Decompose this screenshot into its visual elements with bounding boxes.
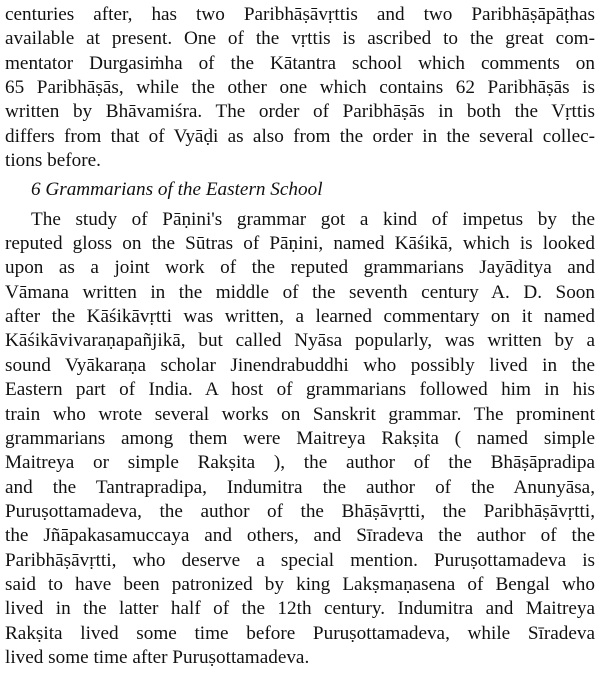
text-line: said to have been patronized by king Lakṣmaṇasena of Bengal who	[5, 573, 595, 595]
text-line: upon as a joint work of the reputed grammarians Jayāditya and	[5, 257, 595, 279]
text-line: sound Vyākaraṇa scholar Jinendrabuddhi who possibly lived in the	[5, 354, 595, 376]
section-heading: 6 Grammarians of the Eastern School	[31, 179, 323, 201]
text-line: Puruṣottamadeva, the author of the Bhāṣāvṛtti, the Paribhāṣāvṛtti,	[5, 500, 595, 522]
text-line: after the Kāśikāvṛtti was written, a learned commentary on it named	[5, 306, 595, 328]
text-line: Kāśikāvivaraṇapañjikā, but called Nyāsa popularly, was written by a	[5, 330, 595, 352]
text-line: centuries after, has two Paribhāṣāvṛttis and two Paribhāṣāpāṭhas	[5, 4, 595, 25]
text-line: available at present. One of the vṛttis is ascribed to the great com-	[5, 28, 595, 50]
text-line: grammarians among them were Maitreya Rakṣita ( named simple	[5, 427, 595, 449]
text-line: reputed gloss on the Sūtras of Pāṇini, named Kāśikā, which is looked	[5, 233, 595, 255]
text-line: The study of Pāṇini's grammar got a kind of impetus by the	[31, 208, 595, 230]
text-line: the Jñāpakasamuccaya and others, and Sīradeva the author of the	[5, 525, 595, 547]
text-line: 65 Paribhāṣās, while the other one which contains 62 Paribhāṣās is	[5, 77, 595, 99]
text-line: mentator Durgasiṁha of the Kātantra school which comments on	[5, 52, 595, 74]
text-line: Paribhāṣāvṛtti, who deserve a special mention. Puruṣottamadeva is	[5, 549, 595, 571]
text-line: differs from that of Vyāḍi as also from the order in the several collec-	[5, 125, 595, 147]
text-line: Maitreya or simple Rakṣita ), the author of the Bhāṣāpradipa	[5, 452, 595, 474]
text-line: lived some time after Puruṣottamadeva.	[5, 646, 310, 668]
text-line: written by Bhāvamiśra. The order of Paribhāṣās in both the Vṛttis	[5, 101, 595, 123]
text-line: Rakṣita lived some time before Puruṣottamadeva, while Sīradeva	[5, 622, 595, 644]
document-page	[5, 3, 595, 670]
text-line: lived in the latter half of the 12th century. Indumitra and Maitreya	[5, 598, 595, 620]
text-line: train who wrote several works on Sanskrit grammar. The prominent	[5, 403, 595, 425]
paragraph-paribhasas	[5, 3, 595, 173]
text-line: and the Tantrapradipa, Indumitra the author of the Anunyāsa,	[5, 476, 595, 498]
text-line: tions before.	[5, 150, 101, 172]
paragraph-eastern-school	[5, 208, 595, 671]
text-line: Vāmana written in the middle of the seventh century A. D. Soon	[5, 281, 595, 303]
text-line: Eastern part of India. A host of grammarians followed him in his	[5, 379, 595, 401]
